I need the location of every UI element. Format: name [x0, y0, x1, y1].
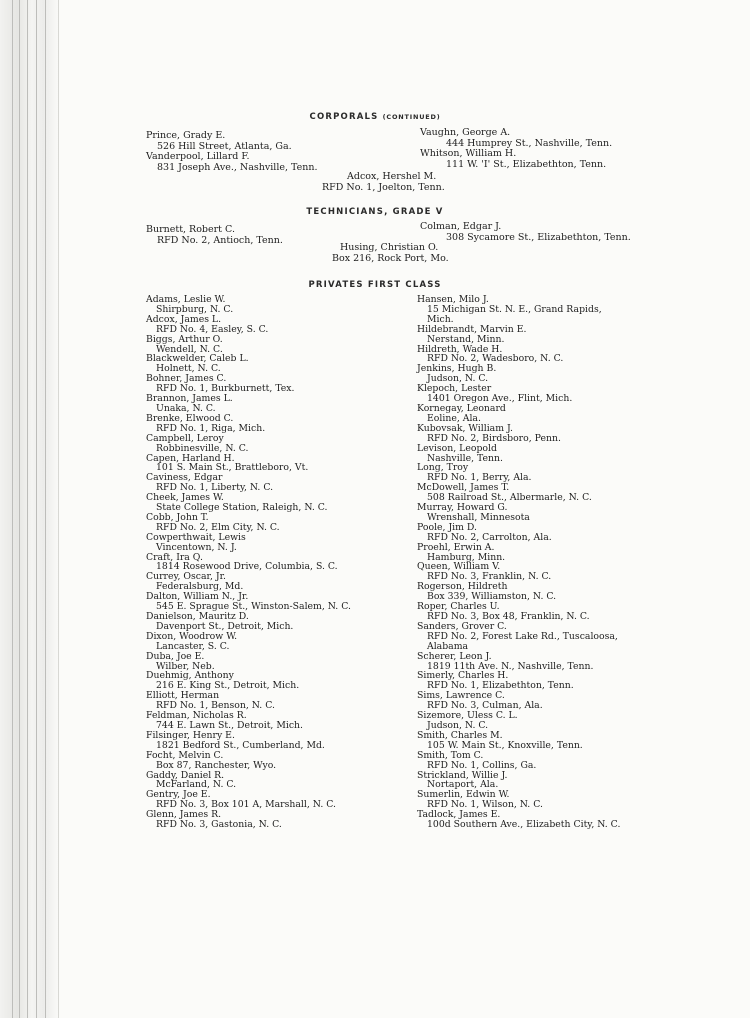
entry-name: Sizemore, Uless C. L.: [417, 710, 518, 722]
private-entry: [146, 513, 351, 533]
private-entry: [146, 533, 351, 553]
entry-name: Smith, Charles M.: [417, 729, 503, 741]
entry-name: Elliott, Herman: [146, 690, 220, 702]
entry-address: 216 E. King St., Detroit, Mich.: [156, 680, 300, 692]
private-entry: [146, 454, 351, 474]
private-entry: [146, 335, 351, 355]
entry-name: Sumerlin, Edwin W.: [417, 789, 510, 801]
private-entry: [417, 523, 620, 543]
private-entry: [417, 483, 620, 503]
private-entry: [146, 493, 351, 513]
private-entry: [146, 790, 351, 810]
entry-address: 508 Railroad St., Albermarle, N. C.: [427, 492, 592, 504]
entry-name: Gaddy, Daniel R.: [146, 769, 225, 781]
entry-address: RFD No. 3, Franklin, N. C.: [427, 571, 552, 583]
entry-address: Mich.: [427, 313, 454, 325]
entry-address: 101 S. Main St., Brattleboro, Vt.: [156, 462, 309, 474]
entry-name: Proehl, Erwin A.: [417, 541, 495, 553]
entry-name: Prince, Grady E.: [146, 130, 226, 141]
private-entry: [146, 751, 351, 771]
entry-address: Nortaport, Ala.: [427, 779, 499, 791]
private-entry: [146, 612, 351, 632]
corporal-entry: [322, 172, 445, 193]
entry-name: Poole, Jim D.: [417, 521, 478, 533]
private-entry: [417, 345, 620, 365]
privates-heading: PRIVATES FIRST CLASS: [308, 280, 442, 290]
entry-name: Husing, Christian O.: [340, 242, 439, 253]
entry-address: Judson, N. C.: [427, 719, 489, 731]
entry-name: Dixon, Woodrow W.: [146, 630, 238, 642]
entry-name: Duba, Joe E.: [146, 650, 205, 662]
entry-address: 545 E. Sprague St., Winston-Salem, N. C.: [156, 601, 351, 613]
entry-name: Hildebrandt, Marvin E.: [417, 323, 527, 335]
entry-name: Hansen, Milo J.: [417, 294, 489, 305]
entry-name: Brannon, James L.: [146, 393, 233, 405]
entry-address: RFD No. 1, Riga, Mich.: [156, 422, 266, 434]
entry-address: 308 Sycamore St., Elizabethton, Tenn.: [446, 231, 631, 243]
technicians-heading: TECHNICIANS, GRADE V: [306, 207, 444, 217]
entry-name: Hildreth, Wade H.: [417, 343, 503, 355]
entry-address: 831 Joseph Ave., Nashville, Tenn.: [157, 161, 318, 173]
private-entry: [146, 711, 351, 731]
entry-name: Focht, Melvin C.: [146, 749, 224, 761]
entry-name: Cowperthwait, Lewis: [146, 531, 246, 543]
entry-name: Cheek, James W.: [146, 492, 224, 504]
corporal-entry: [146, 131, 318, 173]
entry-address: RFD No. 2, Elm City, N. C.: [156, 521, 280, 533]
private-entry: [146, 731, 351, 751]
entry-address: State College Station, Raleigh, N. C.: [156, 502, 328, 514]
private-entry: [146, 374, 351, 394]
private-entry: [146, 354, 351, 374]
entry-address: Robbinesville, N. C.: [156, 442, 249, 454]
entry-address: 1821 Bedford St., Cumberland, Md.: [156, 739, 325, 751]
entry-address: Wilber, Neb.: [156, 660, 215, 672]
entry-name: Bohner, James C.: [146, 373, 227, 385]
entry-address: 1814 Rosewood Drive, Columbia, S. C.: [156, 561, 338, 573]
entry-name: Roper, Charles U.: [417, 601, 500, 613]
entry-name: Rogerson, Hildreth: [417, 581, 508, 593]
private-entry: [146, 473, 351, 493]
entry-address: Eoline, Ala.: [427, 412, 481, 424]
entry-address: RFD No. 4, Easley, S. C.: [156, 323, 269, 335]
private-entry: [417, 325, 620, 345]
entry-address: 100d Southern Ave., Elizabeth City, N. C.: [427, 819, 621, 831]
entry-name: Dalton, William N., Jr.: [146, 591, 249, 603]
entry-address: Lancaster, S. C.: [156, 640, 230, 652]
entry-address: Alabama: [427, 640, 469, 652]
private-entry: [417, 384, 620, 404]
entry-name: Levison, Leopold: [417, 442, 497, 454]
entry-address: Judson, N. C.: [427, 373, 489, 385]
private-entry: [146, 434, 351, 454]
private-entry: [417, 503, 620, 523]
private-entry: [417, 543, 620, 563]
entry-address: Wendell, N. C.: [156, 343, 223, 355]
entry-address: RFD No. 1, Liberty, N. C.: [156, 482, 274, 494]
entry-address: Nerstand, Minn.: [427, 333, 505, 345]
entry-name: McDowell, James T.: [417, 482, 510, 494]
technician-entry: [146, 225, 283, 246]
private-entry: [417, 790, 620, 810]
entry-address: RFD No. 1, Joelton, Tenn.: [322, 181, 445, 193]
private-entry: [146, 295, 351, 315]
page-edge: [58, 0, 59, 1018]
entry-name: Gentry, Joe E.: [146, 789, 211, 801]
entry-name: Strickland, Willie J.: [417, 769, 508, 781]
entry-address: RFD No. 3, Culman, Ala.: [427, 700, 543, 712]
entry-address: RFD No. 2, Birdsboro, Penn.: [427, 432, 561, 444]
entry-address: 526 Hill Street, Atlanta, Ga.: [157, 140, 292, 152]
entry-address: RFD No. 1, Benson, N. C.: [156, 700, 275, 712]
private-entry: [417, 602, 620, 622]
technician-entry: [332, 243, 449, 264]
entry-name: Biggs, Arthur O.: [146, 333, 223, 345]
private-entry: [417, 404, 620, 424]
entry-name: Vaughn, George A.: [420, 127, 511, 138]
entry-name: Cobb, John T.: [146, 511, 209, 523]
entry-address: Unaka, N. C.: [156, 402, 216, 414]
private-entry: [417, 810, 620, 830]
entry-name: Murray, Howard G.: [417, 502, 508, 514]
private-entry: [417, 711, 620, 731]
entry-address: RFD No. 1, Elizabethton, Tenn.: [427, 680, 574, 692]
entry-address: Nashville, Tenn.: [427, 452, 503, 464]
entry-name: Smith, Tom C.: [417, 749, 484, 761]
private-entry: [417, 582, 620, 602]
private-entry: [146, 414, 351, 434]
private-entry: [146, 810, 351, 830]
entry-address: Davenport St., Detroit, Mich.: [156, 620, 294, 632]
entry-address: RFD No. 3, Gastonia, N. C.: [156, 819, 282, 831]
private-entry: [417, 652, 620, 672]
entry-address: Wrenshall, Minnesota: [427, 511, 530, 523]
entry-address: RFD No. 1, Berry, Ala.: [427, 472, 532, 484]
private-entry: [417, 671, 620, 691]
book-binding: [0, 0, 58, 1018]
entry-name: Tadlock, James E.: [417, 809, 501, 821]
private-entry: [146, 671, 351, 691]
entry-address: Box 216, Rock Port, Mo.: [332, 252, 449, 264]
entry-name: Caviness, Edgar: [146, 472, 223, 484]
entry-name: Danielson, Mauritz D.: [146, 611, 249, 622]
entry-name: Long, Troy: [417, 462, 469, 474]
private-entry: [417, 444, 620, 464]
entry-address: 105 W. Main St., Knoxville, Tenn.: [427, 739, 583, 751]
entry-address: RFD No. 1, Wilson, N. C.: [427, 799, 543, 811]
private-entry: [417, 751, 620, 771]
entry-address: 1819 11th Ave. N., Nashville, Tenn.: [427, 660, 594, 672]
private-entry: [146, 592, 351, 612]
entry-name: Duehmig, Anthony: [146, 670, 234, 682]
entry-name: Queen, William V.: [417, 561, 501, 573]
private-entry: [146, 572, 351, 592]
entry-name: Whitson, William H.: [420, 148, 517, 159]
entry-name: Vanderpool, Lillard F.: [146, 151, 250, 162]
entry-address: RFD No. 1, Burkburnett, Tex.: [156, 383, 295, 395]
private-entry: [417, 771, 620, 791]
entry-address: RFD No. 3, Box 101 A, Marshall, N. C.: [156, 799, 336, 811]
entry-name: Adcox, James L.: [146, 313, 222, 325]
entry-name: Kornegay, Leonard: [417, 402, 506, 414]
entry-address: Hamburg, Minn.: [427, 551, 506, 563]
entry-address: 15 Michigan St. N. E., Grand Rapids,: [427, 303, 602, 315]
entry-name: Brenke, Elwood C.: [146, 412, 234, 424]
entry-address: Box 87, Ranchester, Wyo.: [156, 759, 277, 771]
entry-address: RFD No. 3, Box 48, Franklin, N. C.: [427, 611, 590, 622]
entry-name: Jenkins, Hugh B.: [417, 363, 497, 375]
entry-address: Box 339, Williamston, N. C.: [427, 591, 557, 603]
private-entry: [146, 771, 351, 791]
entry-name: Sims, Lawrence C.: [417, 690, 505, 702]
entry-name: Kubovsak, William J.: [417, 422, 513, 434]
entry-address: Shirpburg, N. C.: [156, 303, 234, 315]
entry-name: Feldman, Nicholas R.: [146, 710, 247, 722]
entry-name: Filsinger, Henry E.: [146, 729, 235, 741]
entry-address: RFD No. 2, Antioch, Tenn.: [157, 234, 283, 246]
private-entry: [417, 424, 620, 444]
corporals-heading: CORPORALS (CONTINUED): [309, 112, 441, 122]
entry-name: Burnett, Robert C.: [146, 224, 235, 235]
entry-address: 111 W. 'I' St., Elizabethton, Tenn.: [446, 158, 607, 170]
private-entry: [417, 295, 620, 325]
entry-address: Holnett, N. C.: [156, 363, 221, 375]
privates-left-column: [146, 295, 351, 830]
private-entry: [146, 394, 351, 414]
entry-address: Vincentown, N. J.: [156, 541, 237, 553]
private-entry: [417, 731, 620, 751]
entry-address: Federalsburg, Md.: [156, 581, 244, 593]
entry-name: Campbell, Leroy: [146, 432, 224, 444]
entry-name: Klepoch, Lester: [417, 383, 492, 395]
technician-entry: [420, 222, 631, 243]
entry-address: McFarland, N. C.: [156, 779, 237, 791]
entry-name: Currey, Oscar, Jr.: [146, 571, 226, 583]
private-entry: [146, 553, 351, 573]
private-entry: [146, 632, 351, 652]
private-entry: [417, 364, 620, 384]
privates-right-column: [417, 295, 620, 830]
private-entry: [146, 315, 351, 335]
entry-name: Adams, Leslie W.: [146, 294, 226, 305]
private-entry: [146, 691, 351, 711]
entry-name: Capen, Harland H.: [146, 452, 235, 464]
private-entry: [417, 622, 620, 652]
entry-name: Craft, Ira Q.: [146, 551, 203, 563]
entry-name: Glenn, James R.: [146, 809, 222, 821]
entry-address: RFD No. 2, Wadesboro, N. C.: [427, 353, 564, 365]
entry-name: Adcox, Hershel M.: [347, 171, 437, 182]
entry-name: Simerly, Charles H.: [417, 670, 509, 682]
entry-address: 444 Humprey St., Nashville, Tenn.: [446, 137, 613, 149]
entry-name: Scherer, Leon J.: [417, 650, 492, 662]
entry-name: Sanders, Grover C.: [417, 620, 507, 632]
entry-address: RFD No. 2, Forest Lake Rd., Tuscaloosa,: [427, 630, 618, 642]
entry-name: Colman, Edgar J.: [420, 221, 502, 232]
entry-address: RFD No. 2, Carrolton, Ala.: [427, 531, 552, 543]
private-entry: [417, 562, 620, 582]
private-entry: [417, 691, 620, 711]
entry-address: 744 E. Lawn St., Detroit, Mich.: [156, 719, 303, 731]
private-entry: [417, 463, 620, 483]
private-entry: [146, 652, 351, 672]
corporal-entry: [420, 128, 612, 170]
entry-address: RFD No. 1, Collins, Ga.: [427, 759, 537, 771]
entry-name: Blackwelder, Caleb L.: [146, 353, 249, 365]
entry-address: 1401 Oregon Ave., Flint, Mich.: [427, 393, 573, 405]
